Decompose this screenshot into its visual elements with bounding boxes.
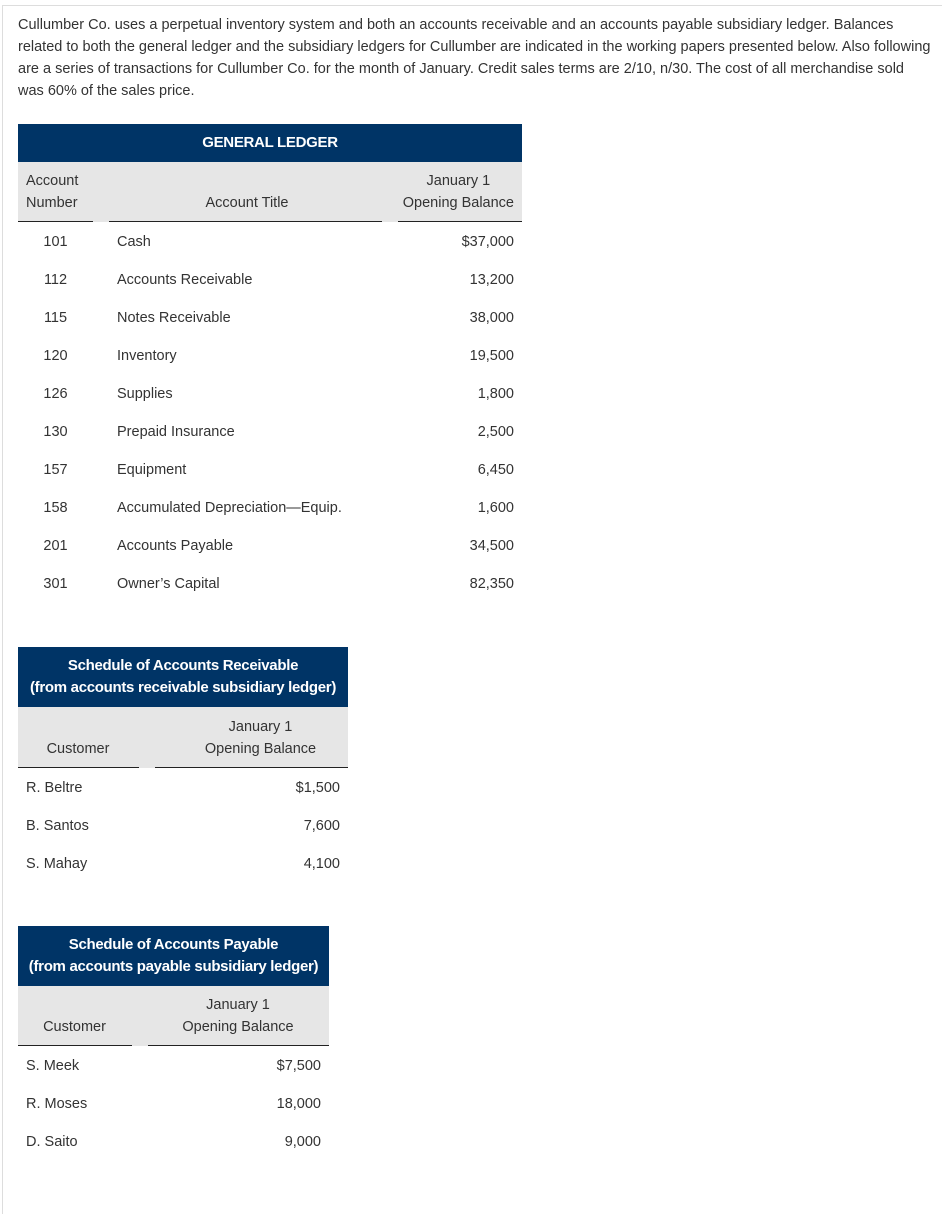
schedule-row xyxy=(18,768,348,806)
customer-name: D. Saito xyxy=(26,1134,78,1150)
account-number: 158 xyxy=(43,500,68,516)
customer-name: S. Meek xyxy=(26,1058,80,1074)
opening-balance: $37,000 xyxy=(461,234,514,250)
ap-schedule-header xyxy=(18,986,329,1046)
schedule-row xyxy=(18,806,348,844)
account-title-header: Account Title xyxy=(205,195,289,211)
opening-balance: 9,000 xyxy=(284,1134,321,1150)
opening-balance: 34,500 xyxy=(469,538,514,554)
ledger-row xyxy=(18,564,522,602)
account-number: 115 xyxy=(43,310,68,326)
problem-intro: Cullumber Co. uses a perpetual inventory system and both an accounts receivable and an accounts payable subsidiary ledger. Balances related to both the general ledger and the subsidiary ledgers for Cullumber are indicated in the working papers presented below. Also following are a series of transactions for Cullumber Co. for the month of January. Credit sales terms are 2/10, n/30. The cost of all merchandise sold was 60% of the sales price. xyxy=(18,17,931,99)
opening-balance: $7,500 xyxy=(276,1058,321,1074)
accounts-payable-schedule xyxy=(18,926,329,1160)
ledger-row xyxy=(18,450,522,488)
account-title: Notes Receivable xyxy=(117,310,231,326)
opening-balance: 82,350 xyxy=(469,576,514,592)
account-number: 101 xyxy=(43,234,68,250)
account-title: Equipment xyxy=(117,462,187,478)
account-number-header: Account Number xyxy=(26,173,79,211)
ar-schedule-title: Schedule of Accounts Receivable (from accounts receivable subsidiary ledger) xyxy=(18,647,348,707)
account-number: 201 xyxy=(43,538,68,554)
opening-balance: 38,000 xyxy=(469,310,514,326)
ledger-row xyxy=(18,526,522,564)
customer-name: S. Mahay xyxy=(26,856,88,872)
account-number: 301 xyxy=(43,576,68,592)
ledger-row xyxy=(18,336,522,374)
opening-balance: 18,000 xyxy=(276,1096,321,1112)
schedule-row xyxy=(18,1046,329,1084)
account-title: Inventory xyxy=(117,348,177,364)
opening-balance: 6,450 xyxy=(477,462,514,478)
account-number: 130 xyxy=(43,424,68,440)
customer-name: B. Santos xyxy=(26,818,89,834)
accounts-receivable-schedule xyxy=(18,647,348,882)
opening-balance: 19,500 xyxy=(469,348,514,364)
ar-schedule-header xyxy=(18,707,348,768)
ledger-row xyxy=(18,298,522,336)
opening-balance-header: January 1 Opening Balance xyxy=(204,719,317,757)
opening-balance-header: January 1 Opening Balance xyxy=(182,997,294,1035)
customer-header: Customer xyxy=(43,1019,106,1035)
account-title: Prepaid Insurance xyxy=(117,424,235,440)
ledger-row xyxy=(18,222,522,260)
opening-balance: 7,600 xyxy=(303,818,340,834)
ledger-row xyxy=(18,412,522,450)
schedule-row xyxy=(18,844,348,882)
general-ledger-header xyxy=(18,162,522,222)
account-number: 120 xyxy=(43,348,68,364)
opening-balance: 13,200 xyxy=(469,272,514,288)
account-number: 112 xyxy=(43,272,68,288)
account-title: Accounts Receivable xyxy=(117,272,253,288)
ledger-row xyxy=(18,488,522,526)
general-ledger-table xyxy=(18,124,522,602)
account-title: Accumulated Depreciation—Equip. xyxy=(117,500,342,516)
account-number: 157 xyxy=(43,462,68,478)
account-title: Cash xyxy=(117,234,151,250)
schedule-row xyxy=(18,1122,329,1160)
opening-balance: 1,600 xyxy=(477,500,514,516)
opening-balance: 2,500 xyxy=(477,424,514,440)
opening-balance: $1,500 xyxy=(295,780,340,796)
opening-balance: 1,800 xyxy=(477,386,514,402)
account-title: Supplies xyxy=(117,386,173,402)
ledger-row xyxy=(18,260,522,298)
general-ledger-title: GENERAL LEDGER xyxy=(18,124,522,162)
customer-name: R. Beltre xyxy=(26,780,83,796)
customer-header: Customer xyxy=(46,741,110,757)
customer-name: R. Moses xyxy=(26,1096,88,1112)
account-title: Owner’s Capital xyxy=(117,576,220,592)
ledger-row xyxy=(18,374,522,412)
ap-schedule-title: Schedule of Accounts Payable (from accounts payable subsidiary ledger) xyxy=(18,926,329,986)
account-title: Accounts Payable xyxy=(117,538,234,554)
opening-balance: 4,100 xyxy=(303,856,340,872)
schedule-row xyxy=(18,1084,329,1122)
account-number: 126 xyxy=(43,386,68,402)
opening-balance-header: January 1 Opening Balance xyxy=(402,173,514,211)
